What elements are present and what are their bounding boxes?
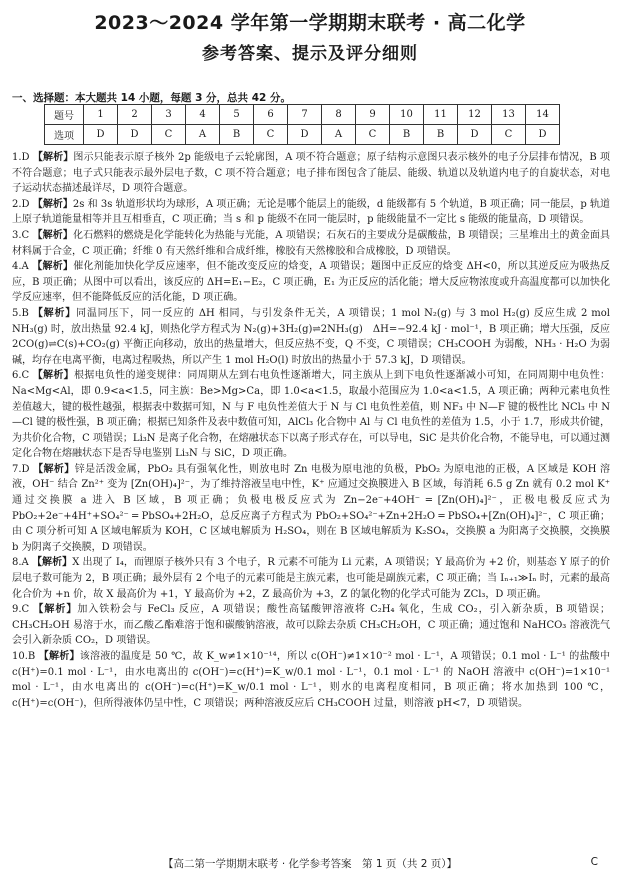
answer-cell: D [458,125,492,145]
explanation-text: 催化剂能加快化学反应速率，但不能改变反应的焓变，A 项错误；题图中正反应的焓变 ΔH<0，所以其逆反应为吸热反应，B 项正确；从图中可以看出，该反应的 ΔH=E₁−E₂，C 项正确，E₁ 为正反应的活化能；增大反应物浓度或升高温度都可以加快化学反应速率，但不能降低反应的活化能，D 项正确。 [12,261,611,304]
page-subtitle: 参考答案、提示及评分细则 [202,44,418,64]
explanation-number: 5.B [12,307,29,319]
explanation-number: 2.D [12,198,30,210]
explanation-item [12,259,610,306]
explanation-text: 该溶液的温度是 50 ℃，故 K_w≠1×10⁻¹⁴，所以 c(OH⁻)≠1×10⁻² mol · L⁻¹，A 项错误；0.1 mol · L⁻¹ 的盐酸中 c(H⁺)=0.1 mol · L⁻¹，由水电离出的 c(OH⁻)=c(H⁺)=K_w/0.1 mol · L⁻¹，0.1 mol · L⁻¹ 的 NaOH 溶液中 c(OH⁻)=1×10⁻¹ mol · L⁻¹，由水电离出的 c(OH⁻)=c(H⁺)=K_w/0.1 mol · L⁻¹，则水的电离程度相同，B 项正确；将水加热到 100 ℃，c(H⁺)=c(OH⁻)，但所得液体仍呈中性，C 项错误；两种溶液反应后 CH₃COOH 过量，则溶液 pH<7，D 项错误。 [12,651,610,709]
question-number: 3 [152,105,186,125]
question-number: 2 [118,105,152,125]
explanation-tag: 【解析】 [32,307,77,319]
question-number: 10 [390,105,424,125]
explanation-text: 2s 和 3s 轨道形状均为球形，A 项正确；无论是哪个能层上的能级，d 能级都有 5 个轨道，B 项正确；同一能层，p 轨道上原子轨道能量相等并且互相垂直，C 项正确；当 s 和 p 能级不在同一能层时，p 能级能量不一定比 s 能级的能量高，D 项错误。 [12,198,610,226]
explanation-item [12,602,610,649]
explanation-item [12,306,610,368]
explanation-number: 10.B [12,651,36,662]
explanation-text: 根据电负性的递变规律：同周期从左到右电负性逐渐增大，同主族从上到下电负性逐渐减小可知，在同周期中电负性：Na<Mg<Al，即 0.9<a<1.5，同主族：Be>Mg>Ca，即 1.0<a<1.5，取最小范围应为 1.0<a<1.5，A 项正确；两种元素电负性差值越大，键的极性越强，根据表中数据可知，N 与 F 电负性差值大于 N 与 Cl 电负性差值，则 NF₃ 中 N—F 键的极性比 NCl₃ 中 N—Cl 键的极性强，B 项正确；根据已知条件及表中数值可知，AlCl₃ 化合物中 Al 与 Cl 电负性的差值为 1.5，小于 1.7，形成共价键，为共价化合物，C 项错误；Li₃N 是离子化合物，在熔融状态下以离子形式存在，可以导电，SiC 是共价化合物，不能导电，可以通过测定化合物在熔融状态下是否导电鉴别 Li₃N 与 SiC，D 项正确。 [12,370,611,460]
answer-cell: B [390,125,424,145]
question-number: 5 [220,105,254,125]
question-number: 1 [84,105,118,125]
explanation-tag: 【解析】 [32,370,74,382]
answer-cell: C [254,125,288,145]
answer-cell: C [356,125,390,145]
explanation-item [12,368,610,462]
explanation-item [12,150,610,197]
answer-cell: C [152,125,186,145]
explanation-text: X 出现了 I₄，而锂原子核外只有 3 个电子，R 元素不可能为 Li 元素，A 项错误；Y 最高价为 +2 价，则基态 Y 原子的价层电子数可能为 2，B 项正确；最外层有 2 个电子的元素可能是主族元素，也可能是副族元素，C 项正确；当 Iₙ₊₁≫Iₙ 时，元素的最高化合价为 +n 价，故 X 最高价为 +1，Y 最高价为 +2，Z 最高价为 +3，Z 的氯化物的化学式可能为 ZCl₃，D 项正确。 [12,557,610,600]
answer-cell: D [526,125,560,145]
page-title: 2023～2024 学年第一学期期末联考 · 高二化学 [94,12,526,34]
answer-cell: D [118,125,152,145]
explanation-number: 3.C [12,229,30,241]
explanation-text: 图示只能表示原子核外 2p 能级电子云轮廓图，A 项不符合题意；原子结构示意图只表示核外的电子分层排布情况，B 项不符合题意；电子式只能表示最外层电子数，C 项不符合题意；电子排布图包含了能层、能级、轨道以及轨道内电子的自旋状态，对电子运动状态描述最详尽，D 项符合题意。 [12,152,610,195]
explanation-number: 8.A [12,557,29,569]
explanation-tag: 【解析】 [32,261,74,273]
question-number: 12 [458,105,492,125]
answer-row [45,125,560,145]
footer-text: 【高二第一学期期末联考 · 化学参考答案 第 1 页（共 2 页）】 [163,858,457,870]
explanation-tag: 【解析】 [32,229,73,241]
explanation-tag: 【解析】 [32,557,73,569]
explanation-item [12,555,610,602]
question-number-row [45,105,560,125]
explanation-number: 6.C [12,370,30,382]
question-number: 9 [356,105,390,125]
explanation-text: 锌是活泼金属，PbO₂ 具有强氧化性，则放电时 Zn 电极为原电池的负极，PbO₂ 为原电池的正极，A 区域是 KOH 溶液，OH⁻ 结合 Zn²⁺ 变为 [Zn(OH)₄]²⁻，为了维持溶液呈电中性，K⁺ 应通过交换膜进入 B 区域，每消耗 6.5 g Zn 就有 0.2 mol K⁺ 通过交换膜 a 进入 B 区域，B 项正确；负极电极反应式为 Zn−2e⁻+4OH⁻ ═ [Zn(OH)₄]²⁻，正极电极反应式为 PbO₂+2e⁻+4H⁺+SO₄²⁻ ═ PbSO₄+2H₂O，总反应离子方程式为 PbO₂+SO₄²⁻+Zn+2H₂O ═ PbSO₄+[Zn(OH)₄]²⁻，C 项正确；由 C 项分析可知 A 区域电解质为 KOH，C 区域电解质为 H₂SO₄，则在 B 区域电解质为 K₂SO₄，交换膜 a 为阳离子交换膜，交换膜 b 为阴离子交换膜，D 项错误。 [12,463,611,553]
explanation-tag: 【解析】 [32,152,74,163]
explanation-tag: 【解析】 [32,198,73,210]
question-number: 14 [526,105,560,125]
explanation-number: 4.A [12,261,29,273]
explanation-number: 1.D [12,152,30,163]
explanation-tag: 【解析】 [33,604,78,616]
answer-cell: D [288,125,322,145]
explanation-number: 9.C [12,604,30,616]
answer-cell: A [186,125,220,145]
answer-cell: C [492,125,526,145]
question-number: 4 [186,105,220,125]
explanation-tag: 【解析】 [38,651,80,662]
version-mark: C [590,856,598,868]
explanation-tag: 【解析】 [33,463,75,475]
question-number: 7 [288,105,322,125]
explanation-item [12,462,610,556]
explanation-text: 化石燃料的燃烧是化学能转化为热能与光能，A 项错误；石灰石的主要成分是碳酸盐，B 项错误；三星堆出土的黄金面具材料属于合金，C 项正确；纤维 0 有天然纤维和合成纤维，橡胶有天然橡胶和合成橡胶，D 项错误。 [12,229,610,257]
question-number: 6 [254,105,288,125]
explanation-text: 同温同压下，同一反应的 ΔH 相同，与引发条件无关，A 项错误；1 mol N₂(g) 与 3 mol H₂(g) 反应生成 2 mol NH₃(g) 时，放出热量 92.4 kJ，则热化学方程式为 N₂(g)+3H₂(g)⇌2NH₃(g) ΔH=−92.4 kJ · mol⁻¹，B 项正确；增大压强，反应 2CO(g)⇌C(s)+CO₂(g) 平衡正向移动，放出的热量增大，但反应热不变，Q 不变，C 项错误；CH₃COOH 为弱酸，NH₃ · H₂O 为弱碱，均存在电离平衡，电离过程吸热，所以产生 1 mol H₂O(l) 时放出的热量小于 57.3 kJ，D 项错误。 [12,307,610,366]
explanation-text: 加入铁粉会与 FeCl₃ 反应，A 项错误；酸性高锰酸钾溶液将 C₂H₄ 氧化，生成 CO₂，引入新杂质，B 项错误；CH₃CH₂OH 易溶于水，而乙酸乙酯难溶于饱和碳酸钠溶液，故可以除去杂质 CH₃CH₂OH，C 项正确；通过饱和 NaHCO₃ 溶液洗气会引入新杂质 CO₂，D 项错误。 [12,604,610,647]
section-heading: 一、选择题：本大题共 14 小题，每题 3 分，总共 42 分。 [12,92,291,104]
row-label-answers: 选项 [45,125,84,145]
question-number: 13 [492,105,526,125]
answer-cell: A [322,125,356,145]
row-label-questions: 题号 [45,105,84,125]
explanation-item [12,649,610,711]
answer-cell: B [220,125,254,145]
explanation-item [12,228,610,259]
question-number: 11 [424,105,458,125]
explanations [12,150,610,711]
explanation-number: 7.D [12,463,30,475]
page-footer [0,856,620,871]
explanation-item [12,197,610,228]
answer-table [44,104,560,145]
question-number: 8 [322,105,356,125]
answer-cell: B [424,125,458,145]
answer-cell: D [84,125,118,145]
